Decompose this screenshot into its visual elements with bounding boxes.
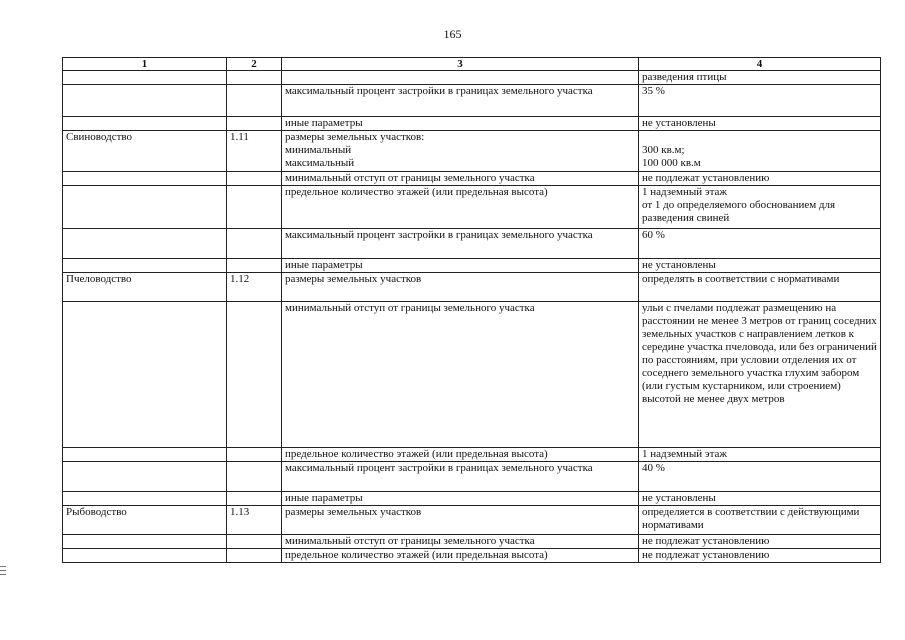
- table-row: [63, 462, 881, 492]
- table-row: [63, 131, 881, 172]
- code-cell: [227, 302, 282, 448]
- activity-cell: [63, 492, 227, 506]
- value-cell: не установлены: [639, 492, 881, 506]
- code-cell: [227, 71, 282, 85]
- activity-cell: [63, 172, 227, 186]
- parameter-cell: минимальный отступ от границы земельного участка: [282, 535, 639, 549]
- activity-cell: [63, 259, 227, 273]
- header-col-1: 1: [63, 58, 227, 71]
- table-row: [63, 492, 881, 506]
- code-cell: [227, 229, 282, 259]
- value-cell: не установлены: [639, 117, 881, 131]
- value-cell: не подлежат установлению: [639, 549, 881, 563]
- code-cell: [227, 186, 282, 229]
- header-col-2: 2: [227, 58, 282, 71]
- margin-mark: [0, 566, 6, 575]
- parameter-cell: [282, 71, 639, 85]
- code-cell: 1.11: [227, 131, 282, 172]
- activity-cell: [63, 448, 227, 462]
- table-row: [63, 506, 881, 535]
- code-cell: 1.13: [227, 506, 282, 535]
- code-cell: [227, 535, 282, 549]
- regulations-table: [62, 57, 881, 563]
- value-cell: не подлежат установлению: [639, 172, 881, 186]
- table-row: [63, 117, 881, 131]
- table-row: [63, 85, 881, 117]
- code-cell: [227, 172, 282, 186]
- table-row: [63, 273, 881, 302]
- parameter-cell: предельное количество этажей (или предельная высота): [282, 186, 639, 229]
- value-cell: 300 кв.м; 100 000 кв.м: [639, 131, 881, 172]
- header-col-3: 3: [282, 58, 639, 71]
- value-cell: определять в соответствии с нормативами: [639, 273, 881, 302]
- parameter-cell: максимальный процент застройки в границах земельного участка: [282, 85, 639, 117]
- value-cell: 1 надземный этаж: [639, 448, 881, 462]
- table-row: [63, 448, 881, 462]
- header-row: [63, 58, 881, 71]
- parameter-cell: предельное количество этажей (или предельная высота): [282, 549, 639, 563]
- code-cell: [227, 492, 282, 506]
- value-cell: не подлежат установлению: [639, 535, 881, 549]
- header-col-4: 4: [639, 58, 881, 71]
- activity-cell: [63, 85, 227, 117]
- code-cell: [227, 259, 282, 273]
- code-cell: 1.12: [227, 273, 282, 302]
- table-row: [63, 259, 881, 273]
- activity-cell: Рыбоводство: [63, 506, 227, 535]
- table-row: [63, 71, 881, 85]
- activity-cell: [63, 462, 227, 492]
- table-row: [63, 186, 881, 229]
- parameter-cell: минимальный отступ от границы земельного участка: [282, 172, 639, 186]
- value-cell: 60 %: [639, 229, 881, 259]
- activity-cell: [63, 229, 227, 259]
- code-cell: [227, 549, 282, 563]
- value-cell: 40 %: [639, 462, 881, 492]
- table-row: [63, 535, 881, 549]
- parameter-cell: иные параметры: [282, 492, 639, 506]
- parameter-cell: размеры земельных участков: минимальный максимальный: [282, 131, 639, 172]
- activity-cell: [63, 117, 227, 131]
- code-cell: [227, 117, 282, 131]
- value-cell: ульи с пчелами подлежат размещению на расстоянии не менее 3 метров от границ соседних земельных участков с направлением летков к середине участка пчеловода, или без ограничений по расстояниям, при условии отделения их от соседнего земельного участка глухим забором (или густым кустарником, или строением) высотой не менее двух метров: [639, 302, 881, 448]
- value-cell: разведения птицы: [639, 71, 881, 85]
- parameter-cell: размеры земельных участков: [282, 506, 639, 535]
- table-row: [63, 549, 881, 563]
- value-cell: не установлены: [639, 259, 881, 273]
- activity-cell: [63, 535, 227, 549]
- parameter-cell: предельное количество этажей (или предельная высота): [282, 448, 639, 462]
- page-number: 165: [443, 27, 462, 41]
- code-cell: [227, 448, 282, 462]
- parameter-cell: максимальный процент застройки в границах земельного участка: [282, 229, 639, 259]
- activity-cell: [63, 549, 227, 563]
- code-cell: [227, 462, 282, 492]
- activity-cell: Свиноводство: [63, 131, 227, 172]
- parameter-cell: минимальный отступ от границы земельного участка: [282, 302, 639, 448]
- activity-cell: [63, 302, 227, 448]
- value-cell: 1 надземный этаж от 1 до определяемого обоснованием для разведения свиней: [639, 186, 881, 229]
- code-cell: [227, 85, 282, 117]
- parameter-cell: иные параметры: [282, 259, 639, 273]
- activity-cell: Пчеловодство: [63, 273, 227, 302]
- value-cell: 35 %: [639, 85, 881, 117]
- parameter-cell: иные параметры: [282, 117, 639, 131]
- parameter-cell: размеры земельных участков: [282, 273, 639, 302]
- parameter-cell: максимальный процент застройки в границах земельного участка: [282, 462, 639, 492]
- table-row: [63, 172, 881, 186]
- value-cell: определяется в соответствии с действующими нормативами: [639, 506, 881, 535]
- table-row: [63, 229, 881, 259]
- activity-cell: [63, 186, 227, 229]
- table-row: [63, 302, 881, 448]
- activity-cell: [63, 71, 227, 85]
